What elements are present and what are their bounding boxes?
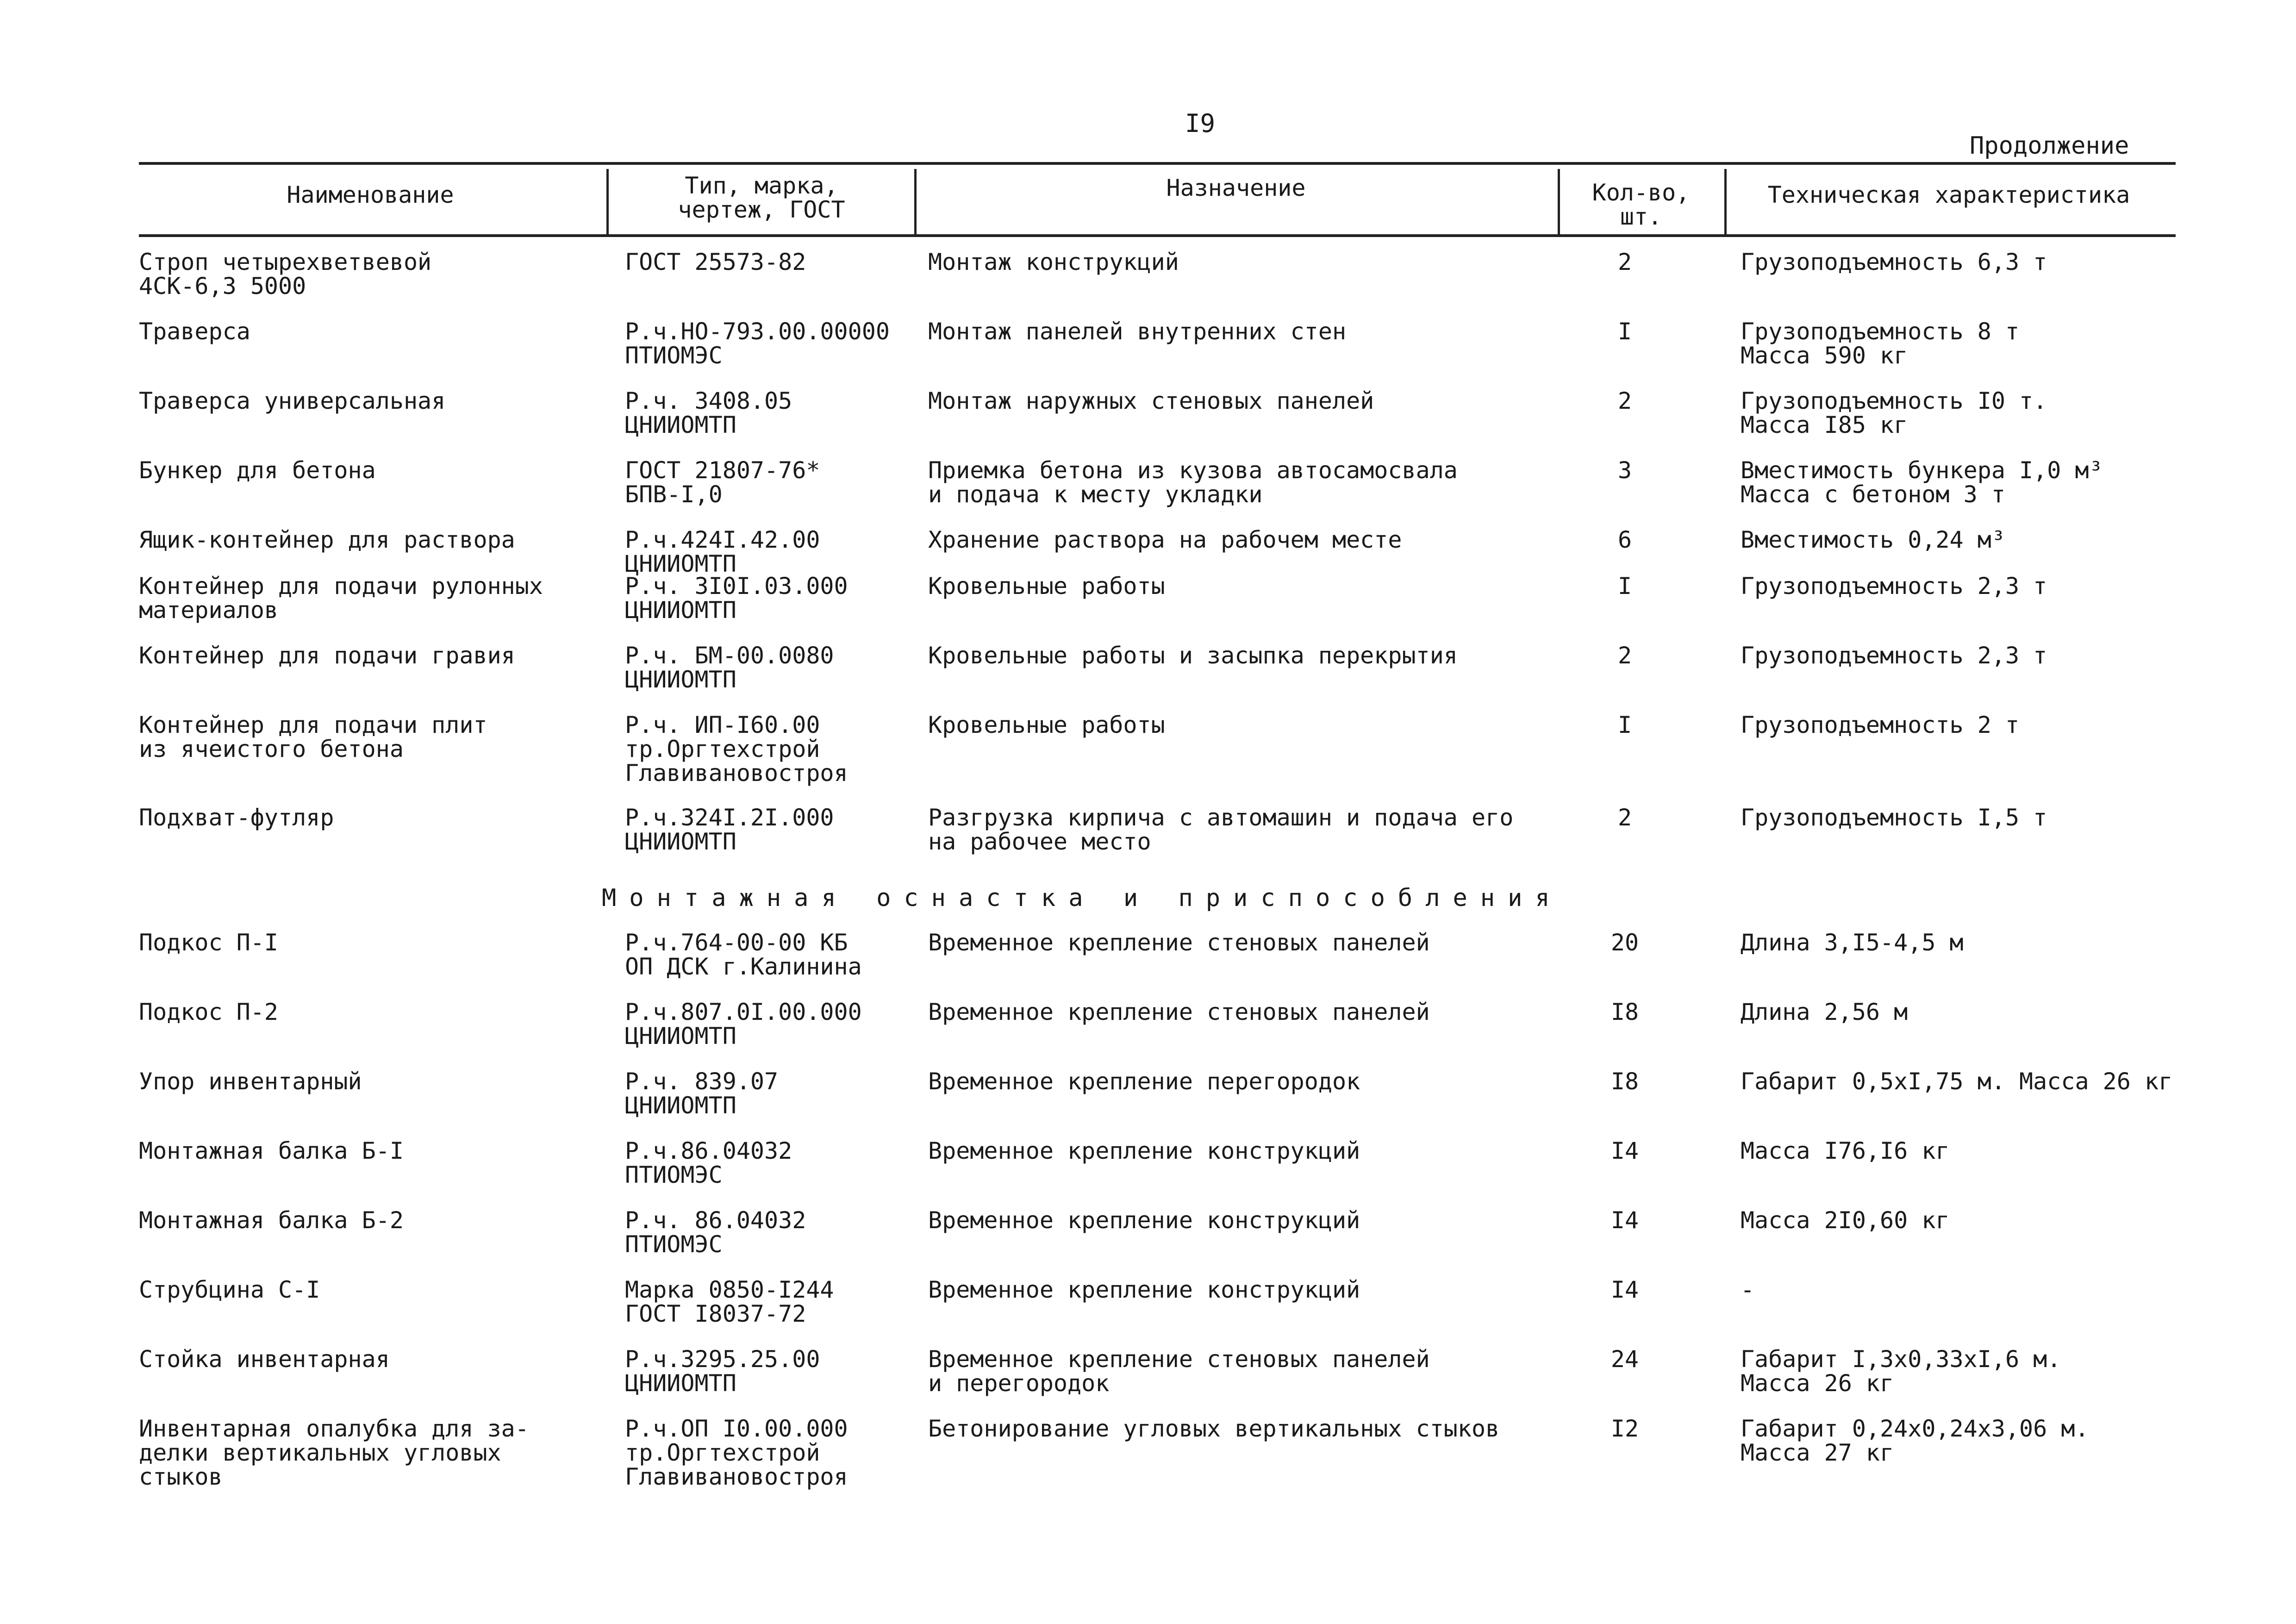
table-top-rule — [139, 162, 2176, 165]
cell-purpose: Временное крепление конструкций — [928, 1207, 1360, 1234]
cell-purpose: Монтаж конструкций — [928, 249, 1179, 275]
cell-type: Р.ч.764-00-00 КБ ОП ДСК г.Калинина — [625, 929, 862, 980]
header-purpose: Назначение — [1166, 175, 1306, 201]
cell-qty: 3 — [1617, 457, 1632, 484]
cell-type: ГОСТ 25573-82 — [625, 249, 806, 275]
cell-type: Р.ч.ОП I0.00.000 тр.Оргтехстрой Главивановостроя — [625, 1415, 848, 1490]
cell-qty: I8 — [1610, 1068, 1639, 1095]
cell-qty: 6 — [1617, 526, 1632, 553]
cell-tech: - — [1741, 1276, 1755, 1303]
cell-type: Р.ч. 86.04032 ПТИОМЭС — [625, 1207, 806, 1258]
cell-type: Р.ч.86.04032 ПТИОМЭС — [625, 1137, 792, 1188]
cell-name: Монтажная балка Б-2 — [139, 1207, 404, 1234]
cell-purpose: Хранение раствора на рабочем месте — [928, 526, 1402, 553]
cell-qty: I — [1617, 712, 1632, 738]
page-number: I9 — [1185, 109, 1216, 138]
table-header-rule — [139, 234, 2176, 237]
cell-purpose: Кровельные работы — [928, 712, 1165, 738]
cell-purpose: Разгрузка кирпича с автомашин и подача его на рабочее место — [928, 804, 1514, 855]
cell-qty: 2 — [1617, 804, 1632, 831]
cell-name: Контейнер для подачи рулонных материалов — [139, 573, 543, 624]
cell-tech: Масса 2I0,60 кг — [1741, 1207, 1950, 1234]
cell-name: Ящик-контейнер для раствора — [139, 526, 515, 553]
cell-tech: Грузоподъемность I,5 т — [1741, 804, 2047, 831]
column-divider — [606, 169, 609, 236]
cell-qty: 2 — [1617, 249, 1632, 275]
cell-tech: Грузоподъемность 8 т Масса 590 кг — [1741, 318, 2020, 369]
cell-purpose: Временное крепление перегородок — [928, 1068, 1360, 1095]
cell-type: Р.ч.НО-793.00.00000 ПТИОМЭС — [625, 318, 890, 369]
cell-tech: Грузоподъемность 6,3 т — [1741, 249, 2047, 275]
cell-name: Монтажная балка Б-I — [139, 1137, 404, 1164]
cell-qty: 20 — [1610, 929, 1639, 956]
cell-qty: I4 — [1610, 1276, 1639, 1303]
cell-tech: Длина 3,I5-4,5 м — [1741, 929, 1964, 956]
cell-tech: Вместимость 0,24 м³ — [1741, 526, 2005, 553]
cell-name: Стойка инвентарная — [139, 1346, 390, 1373]
header-name: Наименование — [287, 181, 454, 208]
cell-purpose: Кровельные работы и засыпка перекрытия — [928, 642, 1458, 669]
header-type: Тип, марка, чертеж, ГОСТ — [678, 172, 845, 223]
cell-name: Упор инвентарный — [139, 1068, 362, 1095]
cell-type: ГОСТ 21807-76* БПВ-I,0 — [625, 457, 820, 508]
cell-type: Р.ч. 3408.05 ЦНИИОМТП — [625, 387, 792, 438]
cell-type: Р.ч.324I.2I.000 ЦНИИОМТП — [625, 804, 834, 855]
cell-name: Подкос П-2 — [139, 999, 279, 1025]
cell-tech: Грузоподъемность I0 т. Масса I85 кг — [1741, 387, 2047, 438]
cell-name: Траверса — [139, 318, 250, 345]
cell-purpose: Монтаж наружных стеновых панелей — [928, 387, 1374, 414]
cell-tech: Грузоподъемность 2,3 т — [1741, 642, 2047, 669]
cell-name: Подкос П-I — [139, 929, 279, 956]
cell-qty: I4 — [1610, 1207, 1639, 1234]
cell-purpose: Монтаж панелей внутренних стен — [928, 318, 1347, 345]
cell-tech: Масса I76,I6 кг — [1741, 1137, 1950, 1164]
header-qty: Кол-во, шт. — [1592, 179, 1690, 230]
cell-type: Р.ч.424I.42.00 ЦНИИОМТП — [625, 526, 820, 577]
cell-type: Р.ч.807.0I.00.000 ЦНИИОМТП — [625, 999, 862, 1049]
cell-type: Р.ч. 3I0I.03.000 ЦНИИОМТП — [625, 573, 848, 624]
cell-qty: I — [1617, 573, 1632, 600]
cell-qty: I8 — [1610, 999, 1639, 1025]
section-title: Монтажная оснастка и приспособления — [602, 884, 1563, 912]
continuation-label: Продолжение — [1970, 132, 2129, 160]
cell-type: Р.ч. 839.07 ЦНИИОМТП — [625, 1068, 779, 1119]
cell-name: Бункер для бетона — [139, 457, 376, 484]
cell-name: Струбцина С-I — [139, 1276, 320, 1303]
cell-qty: I4 — [1610, 1137, 1639, 1164]
cell-tech: Грузоподъемность 2 т — [1741, 712, 2020, 738]
cell-purpose: Приемка бетона из кузова автосамосвала и подача к месту укладки — [928, 457, 1458, 508]
cell-purpose: Временное крепление конструкций — [928, 1137, 1360, 1164]
cell-qty: 2 — [1617, 387, 1632, 414]
cell-tech: Длина 2,56 м — [1741, 999, 1908, 1025]
cell-tech: Габарит 0,5хI,75 м. Масса 26 кг — [1741, 1068, 2173, 1095]
cell-qty: 24 — [1610, 1346, 1639, 1373]
cell-type: Р.ч. ИП-I60.00 тр.Оргтехстрой Главивановостроя — [625, 712, 848, 787]
cell-purpose: Временное крепление конструкций — [928, 1276, 1360, 1303]
cell-qty: 2 — [1617, 642, 1632, 669]
cell-name: Контейнер для подачи гравия — [139, 642, 515, 669]
cell-tech: Грузоподъемность 2,3 т — [1741, 573, 2047, 600]
cell-name: Контейнер для подачи плит из ячеистого бетона — [139, 712, 487, 762]
cell-purpose: Кровельные работы — [928, 573, 1165, 600]
cell-qty: I2 — [1610, 1415, 1639, 1442]
cell-name: Строп четырехветвевой 4СК-6,3 5000 — [139, 249, 432, 300]
cell-name: Инвентарная опалубка для за- делки вертикальных угловых стыков — [139, 1415, 529, 1490]
cell-tech: Габарит I,3х0,33хI,6 м. Масса 26 кг — [1741, 1346, 2061, 1397]
header-tech: Техническая характеристика — [1767, 181, 2130, 208]
cell-tech: Вместимость бункера I,0 м³ Масса с бетоном 3 т — [1741, 457, 2103, 508]
cell-name: Траверса универсальная — [139, 387, 446, 414]
cell-purpose: Временное крепление стеновых панелей — [928, 999, 1430, 1025]
cell-purpose: Бетонирование угловых вертикальных стыков — [928, 1415, 1500, 1442]
cell-type: Р.ч.3295.25.00 ЦНИИОМТП — [625, 1346, 820, 1397]
cell-qty: I — [1617, 318, 1632, 345]
cell-name: Подхват-футляр — [139, 804, 334, 831]
cell-tech: Габарит 0,24х0,24х3,06 м. Масса 27 кг — [1741, 1415, 2089, 1466]
cell-type: Марка 0850-I244 ГОСТ I8037-72 — [625, 1276, 834, 1327]
cell-type: Р.ч. БМ-00.0080 ЦНИИОМТП — [625, 642, 834, 693]
cell-purpose: Временное крепление стеновых панелей — [928, 929, 1430, 956]
cell-purpose: Временное крепление стеновых панелей и перегородок — [928, 1346, 1430, 1397]
